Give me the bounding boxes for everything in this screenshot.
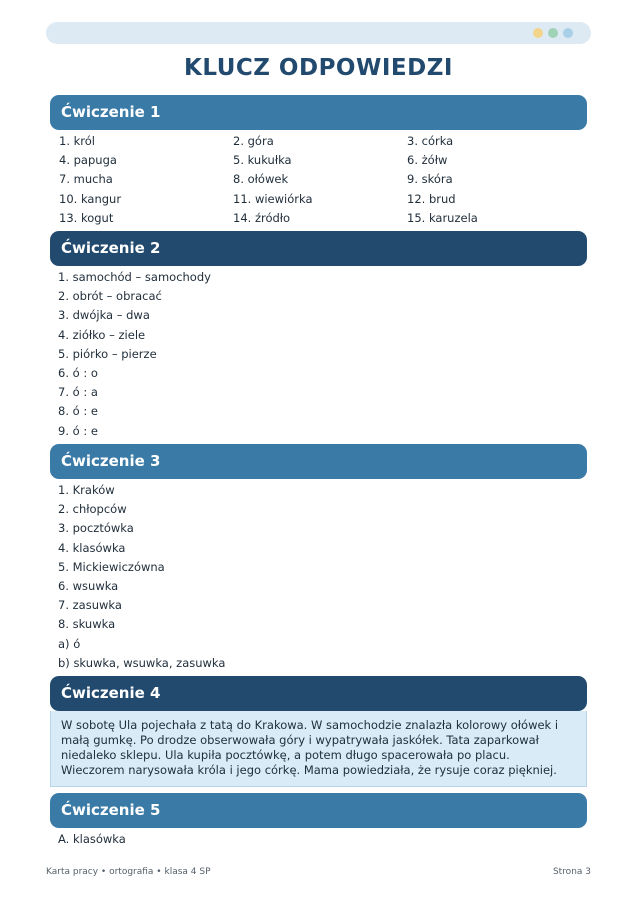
answer-item: 5. piórko – pierze <box>58 346 157 361</box>
answer-item: 1. samochód – samochody <box>58 270 211 284</box>
answer-item: 3. dwójka – dwa <box>58 308 150 323</box>
answer-item: 7. mucha <box>59 172 113 187</box>
answer-item: 9. ó : e <box>58 423 98 438</box>
answer-item: 3. pocztówka <box>58 521 134 536</box>
answer-item: 9. skóra <box>407 172 453 187</box>
section-heading: Ćwiczenie 5 <box>50 793 587 828</box>
answer-item: A. klasówka <box>58 832 126 846</box>
yellow-dot-icon <box>533 28 543 38</box>
footer-left-text: Karta pracy • ortografia • klasa 4 SP <box>46 867 211 877</box>
answer-item: 4. klasówka <box>58 540 126 555</box>
answer-item: 7. zasuwka <box>58 598 122 613</box>
section-heading: Ćwiczenie 4 <box>50 676 587 711</box>
answer-item: 15. karuzela <box>407 210 478 225</box>
answer-grid <box>50 132 587 228</box>
answer-item: 2. chłopców <box>58 502 127 517</box>
answer-item: 10. kangur <box>59 191 122 206</box>
answer-item: 6. ó : o <box>58 365 98 380</box>
answer-item: 6. wsuwka <box>58 578 119 593</box>
answer-item: 2. obrót – obracać <box>58 289 162 304</box>
top-decorative-bar <box>46 22 591 44</box>
page-title: KLUCZ ODPOWIEDZI <box>184 55 453 81</box>
answer-item: 14. źródło <box>233 210 291 225</box>
answer-item: 7. ó : a <box>58 385 98 400</box>
answer-item: 2. góra <box>233 134 274 148</box>
section-exercise-3 <box>50 444 587 673</box>
answer-item: 1. król <box>59 134 95 148</box>
answer-list <box>50 830 587 849</box>
blue-dot-icon <box>563 28 573 38</box>
answer-item: 3. córka <box>407 134 454 148</box>
page-number: Strona 3 <box>552 867 591 877</box>
answer-item: 1. Kraków <box>58 483 115 497</box>
answer-item: a) ó <box>58 636 81 651</box>
answer-item: 11. wiewiórka <box>233 191 313 206</box>
answer-list <box>50 481 587 673</box>
answer-item: 8. ołówek <box>233 172 289 187</box>
section-exercise-2 <box>50 231 587 441</box>
answer-paragraph: W sobotę Ula pojechała z tatą do Krakowa. W samochodzie znalazła kolorowy ołówek i małą gumkę. Po drodze obserwowała góry i wypatrywała jaskółek. Tata zaparkował niedaleko sklepu. Ula kupiła pocztówkę, a potem długo spacerowała po placu. Wieczorem narysowała króla i jego córkę. Mama powiedziała, że rysuje coraz piękniej. <box>50 711 587 787</box>
answer-list <box>50 268 587 441</box>
answer-item: 5. Mickiewiczówna <box>58 559 165 574</box>
section-exercise-5 <box>50 793 587 849</box>
section-exercise-1 <box>50 95 587 228</box>
answer-item: 4. ziółko – ziele <box>58 327 146 342</box>
section-heading: Ćwiczenie 1 <box>50 95 587 130</box>
answer-item: b) skuwka, wsuwka, zasuwka <box>58 655 226 670</box>
section-heading: Ćwiczenie 2 <box>50 231 587 266</box>
green-dot-icon <box>548 28 558 38</box>
section-heading: Ćwiczenie 3 <box>50 444 587 479</box>
answer-item: 8. ó : e <box>58 404 98 419</box>
answer-item: 13. kogut <box>59 210 114 225</box>
answer-item: 6. żółw <box>407 153 448 168</box>
answer-item: 8. skuwka <box>58 617 116 632</box>
answer-item: 5. kukułka <box>233 153 292 168</box>
answer-item: 12. brud <box>407 191 456 206</box>
answer-item: 4. papuga <box>59 153 117 168</box>
section-exercise-4 <box>50 676 587 787</box>
